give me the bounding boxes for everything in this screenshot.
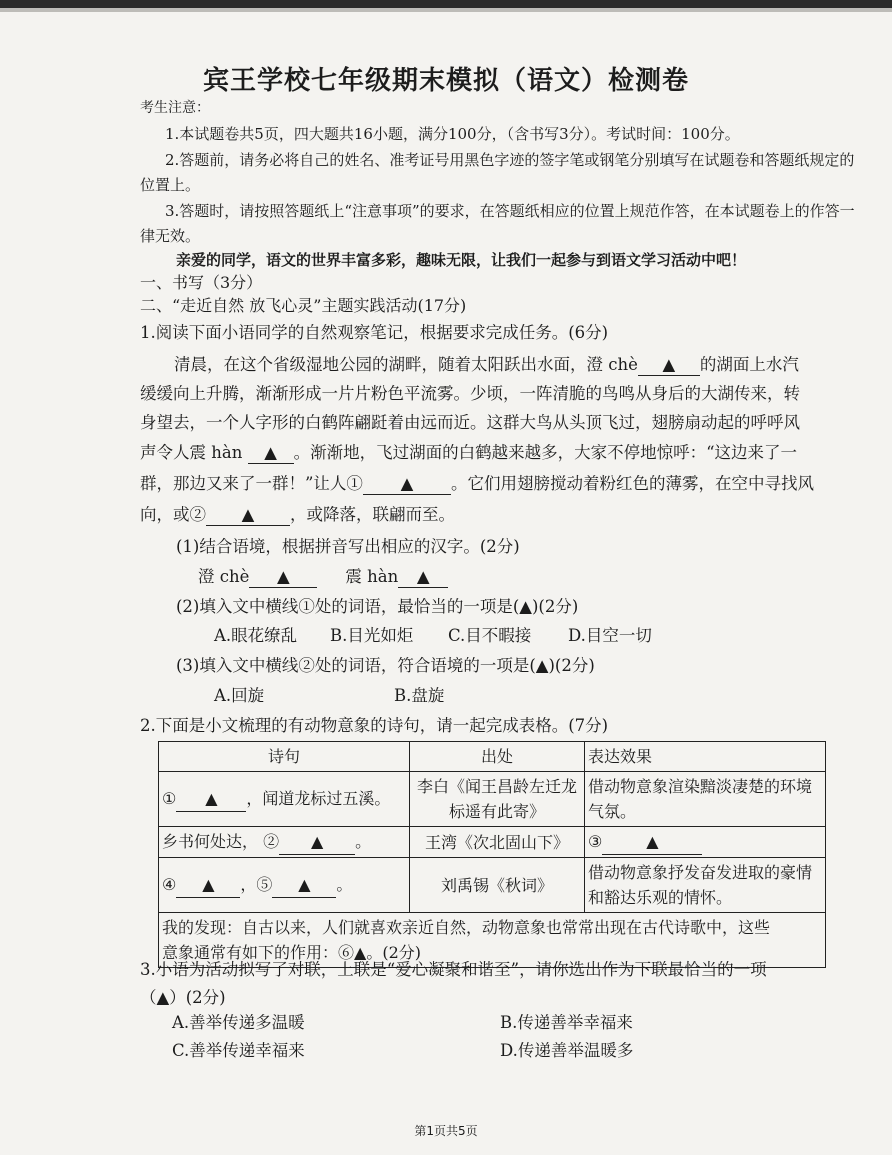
greeting: 亲爱的同学，语文的世界丰富多彩，趣味无限，让我们一起参与到语文学习活动中吧！ [176,251,747,269]
q1-passage-line-1 [174,355,799,376]
section-2-heading: 二、“走近自然 放飞心灵”主题实践活动(17分) [140,296,467,315]
q1-passage-text: 的湖面上水汽 [699,355,799,374]
table-header-effect: 表达效果 [585,742,826,772]
row2-poem [159,827,410,858]
blank-answer-che: ▲ [249,567,317,588]
row3-effect: 借动物意象抒发奋发进取的豪情和豁达乐观的情怀。 [585,858,826,913]
table-row [159,827,826,858]
row1-source: 李白《闻王昌龄左迁龙标遥有此寄》 [410,772,585,827]
blank-2: ▲ [206,505,290,526]
row1-effect: 借动物意象渲染黯淡凄楚的环境气氛。 [585,772,826,827]
q1-sub-3-option-a: A.回旋 [214,686,265,705]
blank-number: ⑥ [338,943,355,962]
notice-item-3b: 律无效。 [140,227,201,245]
q1-passage-text: 。渐渐地，飞过湖面的白鹤越来越多，大家不停地惊呼：“这边来了一 [293,443,798,462]
pinyin-che: 澄 chè [198,567,250,586]
row2-effect [585,827,826,858]
row2-source: 王湾《次北固山下》 [410,827,585,858]
row3-source: 刘禹锡《秋词》 [410,858,585,913]
blank-row3-b: ▲ [272,872,336,898]
notice-heading: 考生注意： [140,100,210,116]
q1-sub-3: (3)填入文中横线②处的词语，符合语境的一项是(▲)(2分) [176,656,595,675]
section-1-heading: 一、书写（3分） [140,273,263,292]
q1-passage-text: ，或降落，联翩而至。 [290,505,455,524]
q1-sub-2-option-a: A.眼花缭乱 [214,626,298,645]
q3-option-d: D.传递善举温暖多 [500,1041,634,1060]
q3-option-b: B.传递善举幸福来 [500,1013,633,1032]
page-title: 宾王学校七年级期末模拟（语文）检测卷 [202,66,689,96]
q1-passage-line-6 [140,505,455,526]
q1-passage-text: 。它们用翅膀搅动着粉红色的薄雾，在空中寻找风 [450,474,814,493]
discovery-text: 我的发现：自古以来，人们就喜欢亲近自然，动物意象也常常出现在古代诗歌中，这些 [162,918,771,937]
blank-row1: ▲ [176,786,246,812]
q2-stem: 2.下面是小文梳理的有动物意象的诗句，请一起完成表格。(7分) [140,716,609,735]
pinyin-han: 震 hàn [345,567,399,586]
table-header-row [159,742,826,772]
blank-number: ③ [588,832,603,851]
q1-stem: 1.阅读下面小语同学的自然观察笔记，根据要求完成任务。(6分) [140,323,609,342]
table-row [159,772,826,827]
q3-stem: 3.小语为活动拟写了对联，上联是“爱心凝聚和谐至”，请你选出作为下联最恰当的一项 [140,960,767,979]
poem-text: 乡书何处达， [162,832,259,851]
discovery-text: 意象通常有如下的作用： [162,943,339,962]
blank-answer-han: ▲ [398,567,448,588]
notice-item-3a: 3.答题时，请按照答题纸上“注意事项”的要求，在答题纸相应的位置上规范作答，在本试题卷上的作答一 [165,202,855,220]
table-header-poem: 诗句 [159,742,410,772]
poem-table [158,741,826,968]
q1-sub-1-answers [198,567,448,588]
q3-option-a: A.善举传递多温暖 [172,1013,305,1032]
notice-item-2b: 位置上。 [140,176,201,194]
blank-han: ▲ [248,443,294,464]
table-row [159,858,826,913]
poem-punct: 。 [336,875,353,894]
blank-che: ▲ [638,355,700,376]
page-footer: 第1页共5页 [414,1124,478,1138]
notice-item-2a: 2.答题前，请务必将自己的姓名、准考证号用黑色字迹的签字笔或钢笔分别填写在试题卷和答题纸规定的 [165,151,855,169]
blank-row3-a: ▲ [176,872,240,898]
q1-passage-text: 向，或② [140,505,206,524]
q1-passage-line-4 [140,443,797,464]
q1-passage-line-3: 身望去，一个人字形的白鹤阵翩跹着由远而近。这群大鸟从头顶飞过，翅膀扇动起的呼呼风 [140,413,800,432]
notice-item-1: 1.本试题卷共5页，四大题共16小题，满分100分，（含书写3分）。考试时间：100分。 [165,125,740,143]
q1-sub-3-option-b: B.盘旋 [394,686,445,705]
q3-stem-2: （▲）(2分) [140,988,226,1007]
q1-sub-2: (2)填入文中横线①处的词语，最恰当的一项是(▲)(2分) [176,597,579,616]
row3-poem [159,858,410,913]
q3-option-c: C.善举传递幸福来 [172,1041,305,1060]
q1-passage-text: 群，那边又来了一群！”让人① [140,474,363,493]
blank-number: ② [263,832,280,851]
blank-number: ⑤ [256,875,273,894]
table-header-source: 出处 [410,742,585,772]
blank-marker: ▲ [354,943,367,962]
row1-poem [159,772,410,827]
q1-sub-2-option-c: C.目不暇接 [448,626,532,645]
blank-number: ④ [162,875,177,894]
blank-row2-effect: ▲ [602,829,702,855]
blank-row2: ▲ [279,829,355,855]
q1-passage-line-5 [140,474,814,495]
q1-sub-1: (1)结合语境，根据拼音写出相应的汉字。(2分) [176,537,520,556]
q1-sub-2-option-d: D.目空一切 [568,626,652,645]
poem-punct: 。 [355,832,372,851]
q1-passage-text: 声令人震 hàn [140,443,243,462]
q1-passage-text: 清晨，在这个省级湿地公园的湖畔，随着太阳跃出水面，澄 chè [174,355,638,374]
poem-punct: ， [240,875,257,894]
q1-sub-2-option-b: B.目光如炬 [330,626,414,645]
discovery-text: 。(2分) [366,943,422,962]
poem-text: ，闻道龙标过五溪。 [246,789,391,808]
q1-passage-line-2: 缓缓向上升腾，渐渐形成一片片粉色平流雾。少顷，一阵清脆的鸟鸣从身后的大湖传来，转 [140,384,800,403]
blank-number: ① [162,789,177,808]
blank-1: ▲ [363,474,451,495]
